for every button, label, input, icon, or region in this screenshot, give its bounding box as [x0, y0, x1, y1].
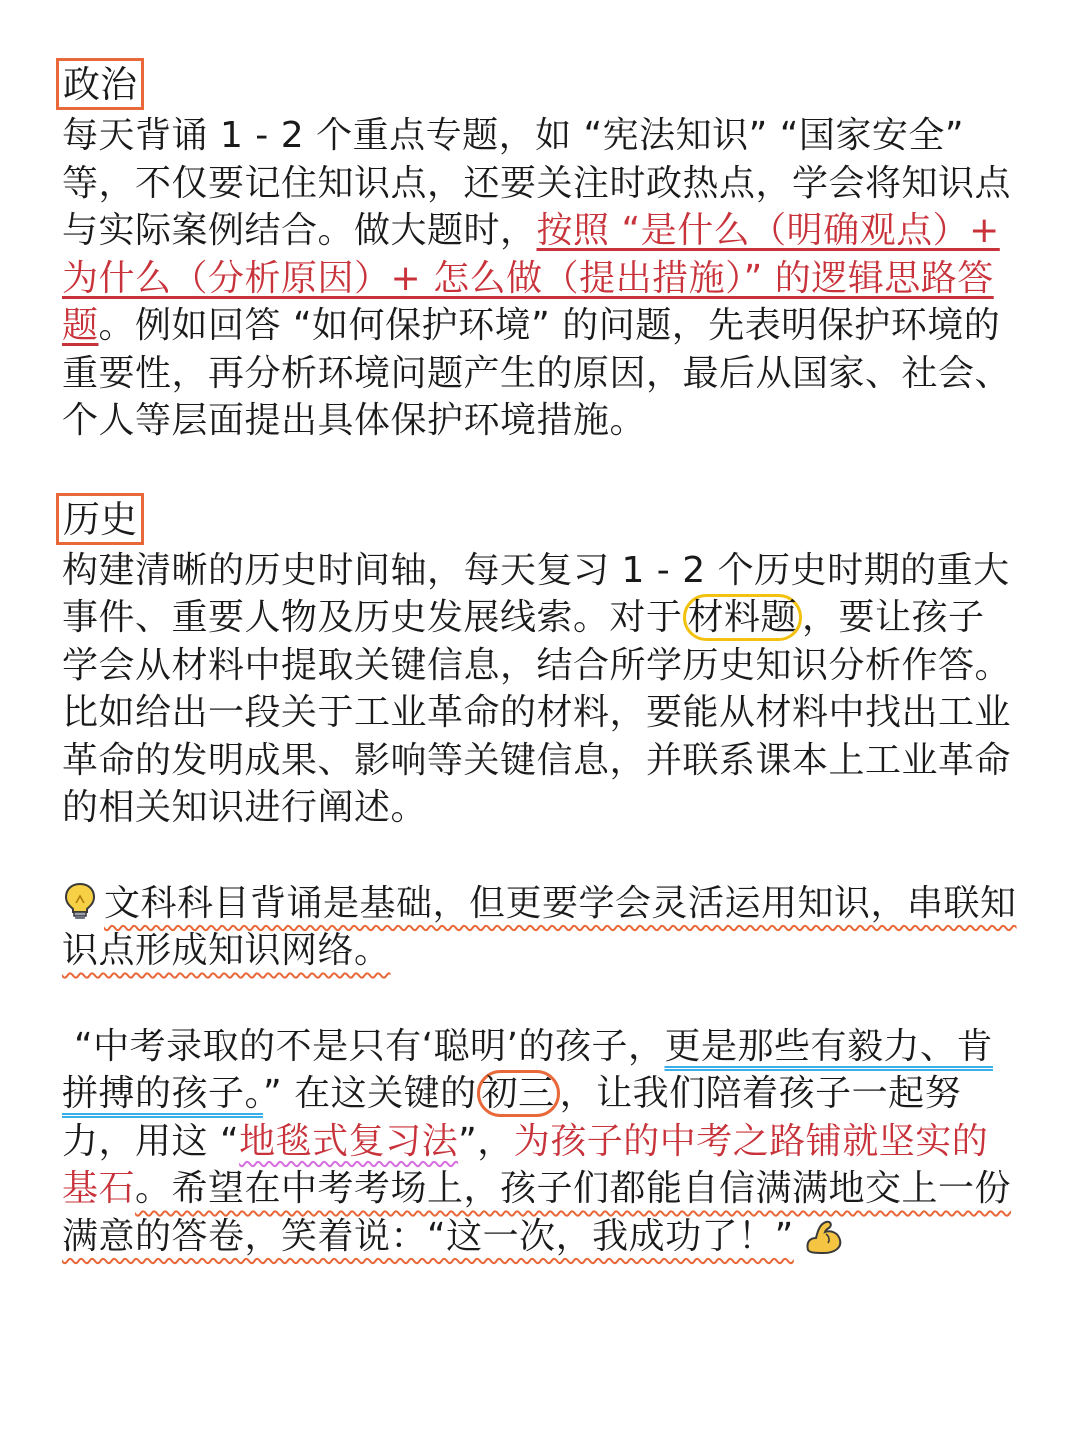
politics-text-2: 。例如回答 “如何保护环境” 的问题，先表明保护环境的重要性，再分析环境问题产生的原因，最后从国家、社会、个人等层面提出具体保护环境措施。	[62, 305, 1012, 441]
closing-quote-end: ” 在这关键的	[263, 1073, 477, 1114]
tip-paragraph	[62, 880, 1020, 975]
flexed-biceps-icon	[802, 1216, 846, 1256]
history-text-2: ，要让孩子学会从材料中提取关键信息，结合所学历史知识分析作答。比如给出一段关于工业革命的材料，要能从材料中找出工业革命的发明成果、影响等关键信息，并联系课本上工业革命的相关知识进行阐述。	[62, 597, 1012, 828]
politics-text-1: 每天背诵 1 - 2 个重点专题，如 “宪法知识” “国家安全” 等，不仅要记住知识点，还要关注时政热点，学会将知识点与实际案例结合。做大题时，	[62, 115, 1012, 251]
history-circled-term: 材料题	[683, 594, 803, 641]
closing-after-method: ”，	[458, 1120, 514, 1162]
closing-quote-start: “中考录取的不是只有‘聪明’的孩子，	[73, 1025, 665, 1067]
politics-highlight: 按照 “是什么（明确观点）+ 为什么（分析原因）+ 怎么做（提出措施）” 的逻辑思路答题	[62, 210, 1000, 346]
closing-mid: ，让我们陪着孩子一起努力，用这 “	[62, 1073, 962, 1162]
closing-red-phrase: 为孩子的中考之路铺就坚实的基石	[62, 1120, 989, 1209]
politics-paragraph	[62, 112, 1020, 445]
article	[62, 58, 1020, 1260]
politics-section-title: 政治	[56, 58, 144, 110]
closing-wavy-text: 。希望在中考考场上，孩子们都能自信满满地交上一份满意的答卷，笑着说：“这一次，我成功了！”	[62, 1168, 1012, 1257]
history-paragraph	[62, 547, 1020, 832]
tip-text: 文科科目背诵是基础，但更要学会灵活运用知识，串联知识点形成知识网络。	[62, 882, 1017, 971]
lightbulb-icon	[62, 881, 98, 921]
closing-quote-underlined: 更是那些有毅力、肯拼搏的孩子。	[62, 1025, 994, 1114]
closing-paragraph	[62, 1023, 1020, 1261]
history-text-1: 构建清晰的历史时间轴，每天复习 1 - 2 个历史时期的重大事件、重要人物及历史发展线索。对于	[62, 549, 1010, 638]
closing-method: 地毯式复习法	[239, 1120, 459, 1162]
closing-circled-term: 初三	[477, 1070, 560, 1117]
history-section-title: 历史	[56, 493, 144, 545]
